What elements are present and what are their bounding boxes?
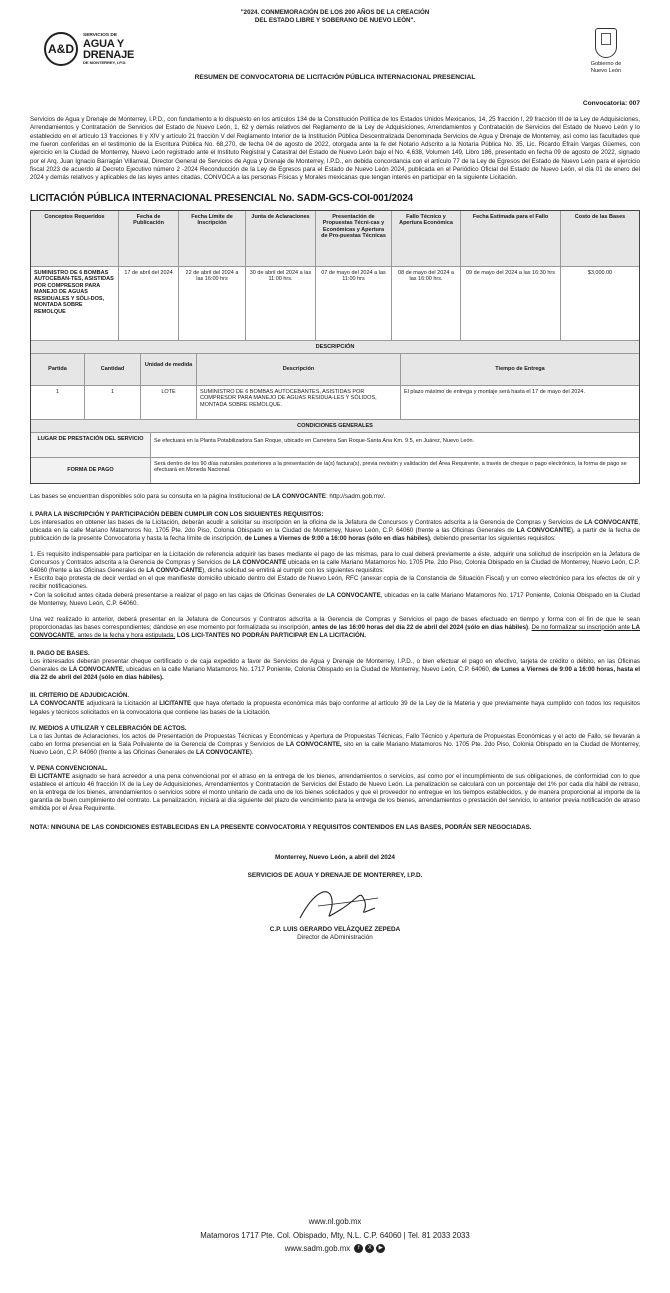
table-header: Fecha de Publicación — [119, 211, 179, 267]
header — [30, 28, 640, 86]
licitacion-title: LICITACIÓN PÚBLICA INTERNACIONAL PRESENCIAL No. SADM-GCS-COI-001/2024 — [30, 192, 414, 204]
licitacion-table — [30, 210, 640, 484]
table-header: Presentación de Propuestas Técni-cas y Económicas y Apertura de Pro-puestas Técnicas — [316, 211, 392, 267]
sadm-logo: A&D SERVICIOS DE AGUA Y DRENAJE DE MONTERREY, I.P.D. — [44, 32, 134, 66]
table-header: Partida — [31, 354, 85, 386]
table-header: Fallo Técnico y Apertura Económica — [392, 211, 461, 267]
signature-block: Monterrey, Nuevo León, a abril del 2024 SERVICIOS DE AGUA Y DRENAJE DE MONTERREY, I.P.D. C.P. LUIS GERARDO VELÁZQUEZ ZEPEDA Director de ADministración — [247, 853, 423, 941]
descripcion-bar: DESCRIPCIÓN — [31, 341, 639, 354]
gobierno-nl-logo: Gobierno de Nuevo León — [576, 28, 636, 74]
handwritten-signature — [260, 880, 410, 926]
table-header: Costo de las Bases — [561, 211, 639, 267]
convocatoria-number: Convocatoria: 007 — [582, 100, 640, 108]
table-row: SUMINISTRO DE 6 BOMBAS AUTOCEBAN-TES, ASISTIDAS POR COMPRESOR PARA MANEJO DE AGUAS RESIDUALES Y SÓLI-DOS, MONTADA SOBRE REMOLQUE 17 de abril del 2024 22 de abril del 2024 a las 16:00 hrs 30 de abril del 2024 a las 11:00 hrs. 07 de mayo del 2024 a las 11:00 hrs 08 de mayo del 2024 a las 16:00 hrs. 09 de mayo del 2024 a las 16:30 hrs $3,000.00 — [31, 267, 639, 341]
table-header: Fecha Estimada para el Fallo — [461, 211, 561, 267]
table-header-row — [31, 211, 639, 267]
table-header: Unidad de medida — [141, 354, 197, 386]
coat-of-arms-icon — [595, 28, 617, 58]
table-header: Tiempo de Entrega — [401, 354, 639, 386]
intro-paragraph: Servicios de Agua y Drenaje de Monterrey, I.P.D., con fundamento a lo dispuesto en los artículos 134 de la Constitución Política de los Estados Unidos Mexicanos, 14, 25 fracción I, 29 fracción III de la Ley de Adquisiciones, Arrendamientos y Contratación de Servicios del Estado de Nuevo León, 1, 62 y demás relativos del Reglamento de la Ley de Adquisiciones, Arrendamientos y Contratación de Servicios del Estado de Nuevo León y lo establecido en el artículo 13 fracciones II y XIV y artículo 21 fracción V del Reglamento Interior de la Institución Pública Descentralizada Denominada Servicios de Agua y Drenaje de Monterrey, así como las facultades que me fueron conferidas en el testimonio de la Escritura Pública No. 68,270, de fecha 04 de agosto de 2022, otorgada ante la fe del Notario Adscrito a la Notaría Pública No. 35, Lic. Ricardo Efraín Vargas Güemes, con ejercicio en la Ciudad de Monterrey, Nuevo León registrado ante el Instituto Registral y Catastral del Estado de Nuevo León bajo el No. 4,638, Volumen 149, Libro 186, presentado en fecha 09 de agosto de 2022, signado por el Arq. Juan Ignacio Barragán Villarreal, Director General de Servicios de Agua y Drenaje de Monterrey, I.P.D., en debida concordancia con el artículo 77 de la Ley de Egresos del Estado de Nuevo León para el ejercicio fiscal 2023 de acuerdo al Decreto Ejecutivo número 2 -2024 Reconducción de la Ley de Egresos para el Estado de Nuevo León 2024, publicada en el Periódico Oficial del Estado de Nuevo León, el día 01 de enero del 2024 y demás relativos y aplicables de las leyes antes citadas, CONVOCA a las personas Físicas y Morales mexicanas que tengan interés en participar en la siguiente Licitación. — [30, 116, 640, 182]
facebook-icon[interactable]: f — [354, 1244, 363, 1253]
footer — [0, 1215, 670, 1256]
condition-row: FORMA DE PAGO Será dentro de los 90 días naturales posteriores a la presentación de la(s) factura(s), previa revisión y validación del Área Requirente, a través de cheque o pago electrónico, la forma de pago se efectuará en Moneda Nacional. — [31, 458, 639, 483]
section-3: III. CRITERIO DE ADJUDICACIÓN. LA CONVOCANTE adjudicará la Licitación al LICITANTE que haya ofertado la propuesta económica más bajo conforme al artículo 39 de la Ley de la Materia y que previamente haya cumplido con todos los requisitos legales y técnicos solicitados en la convocatoria que contiene las bases de la Licitación. — [30, 692, 640, 716]
condiciones-bar: CONDICIONES GENERALES — [31, 420, 639, 433]
table-header: Fecha Límite de Inscripción — [179, 211, 246, 267]
x-icon[interactable]: X — [365, 1244, 374, 1253]
table-row: 1 1 LOTE SUMINISTRO DE 6 BOMBAS AUTOCEBANTES, ASISTIDAS POR COMPRESOR PARA MANEJO DE AGUAS RESIDUA-LES Y SÓLIDOS, MONTADA SOBRE REMOLQUE. El plazo máximo de entrega y montaje será hasta el 17 de mayo del 2024. — [31, 386, 639, 420]
website-link[interactable]: www.nl.gob.mx — [308, 1217, 362, 1226]
section-5: V. PENA CONVENCIONAL. El LICITANTE asignado se hará acreedor a una pena convencional por el atraso en la entrega de los bienes, arrendamientos o servicios, así como por el incumplimiento de sus obligaciones, de conformidad con lo que establece el artículo 46 fracción IX de la Ley de Adquisiciones, Arrendamientos y Contratación de Servicios del Estado de Nuevo León. La penalización se calculará con un porcentaje del 1% por cada día hábil de retraso, en la entrega de los bienes, arrendamientos o servicios sobre el monto unitario de cada uno de los bienes solicitados y que el proveedor no entregue en los tiempos establecidos, y de manera proporcional al importe de la garantía de buen cumplimiento del contrato. La penalización, iniciará al día siguiente del plazo de vencimiento para la entrega de los bienes, arrendamientos o prestación del servicio, lo anterior previa notificación de atraso emitida por el Área Requirente. — [30, 765, 640, 813]
condition-row: LUGAR DE PRESTACIÓN DEL SERVICIO Se efectuará en la Planta Potabilizadora San Roque, ubicado en Carretera San Roque-Santa Ana Km. 9.5, en Juárez, Nuevo León. — [31, 433, 639, 458]
bases-note: Las bases se encuentran disponibles sólo para su consulta en la página Institucional de LA CONVOCANTE: http://sadm.gob.mx/. — [30, 492, 386, 500]
nota: NOTA: NINGUNA DE LAS CONDICIONES ESTABLECIDAS EN LA PRESENTE CONVOCATORIA Y REQUISITOS CONTENIDOS EN LAS BASES, PODRÁN SER NEGOCIADAS. — [30, 823, 532, 831]
commemoration-banner: "2024. CONMEMORACIÓN DE LOS 200 AÑOS DE LA CREACIÓN DEL ESTADO LIBRE Y SOBERANO DE NUEVO LEÓN". — [240, 9, 430, 24]
website-link[interactable]: www.sadm.gob.mx — [284, 1244, 351, 1253]
footer-address: Matamoros 1717 Pte. Col. Obispado, Mty, N.L. C.P. 64060 | Tel. 81 2033 2033 — [200, 1230, 470, 1240]
section-2: II. PAGO DE BASES. Los interesados deberán presentar cheque certificado o de caja expedido a favor de Servicios de Agua y Drenaje de Monterrey, I.P.D., o bien efectuar el pago en efectivo, tarjeta de crédito o débito, en las Oficinas Generales de LA CONVOCANTE, ubicadas en la calle Mariano Matamoros No. 1717 Poniente, Colonia Obispado en la Ciudad de Monterrey, Nuevo León, C.P. 64060, de Lunes a Viernes de 9:00 a 16:00 horas, hasta el día 22 de abril del 2024 (sólo en días hábiles). — [30, 649, 640, 682]
table-header: Descripción — [197, 354, 401, 386]
document-title: RESUMEN DE CONVOCATORIA DE LICITACIÓN PÚBLICA INTERNACIONAL PRESENCIAL — [194, 74, 476, 82]
table-header: Conceptos Requeridos — [31, 211, 119, 267]
sadm-logo-mark: A&D — [44, 32, 78, 66]
section-1: I. PARA LA INSCRIPCIÓN Y PARTICIPACIÓN DEBEN CUMPLIR CON LOS SIGUIENTES REQUISITOS: Los interesados en obtener las bases de la Licitación, deberán acudir a solicitar su inscripción en la oficina de la Jefatura de Concursos y Contratos adscrita a la Gerencia de Compras y Servicios de LA CONVOCANTE, ubicada en la calle Mariano Matamoros No. 1705 Pte. 2do Piso, Colonia Obispado en la Ciudad de Monterrey, Nuevo León, C.P. 64060 (frente a las Oficinas Generales de LA CONVOCANTE), a partir de la fecha de publicación de la presente Convocatoria y hasta la fecha límite de inscripción, de Lunes a Viernes de 9:00 a 16:00 horas (sólo en días hábiles), debiendo presentar los siguientes requisitos: 1. Es requisito indispensable para participar en la Licitación de referencia adquirir las bases mediante el pago de las mismas, para lo cual deberá previamente a éste, adquirir una solicitud de inscripción en la Jefatura de Concursos y Contratos adscrita a la Gerencia de Compras y Servicios de LA CONVOCANTE ubicada en la calle Mariano Matamoros No. 1705 Pte. 2do Piso, Colonia Obispado en la Ciudad de Monterrey, Nuevo León, C.P. 64060 (frente a las Oficinas Generales de LA CONVO-CANTE), dicha solicitud se emitirá al cumplir con los siguientes requisitos: • Escrito bajo protesta de decir verdad en el que manifieste domicilio ubicado dentro del Estado de Nuevo León, RFC (anexar copia de la Constancia de Situación Fiscal) y un correo electrónico para los efectos de oír y recibir notificaciones. • Con la solicitud antes citada deberá presentarse a realizar el pago en las cajas de Oficinas Generales de LA CONVOCANTE, ubicadas en la calle Mariano Matamoros No. 1717 Poniente, Colonia Obispado en la Ciudad de Monterrey, Nuevo León, C.P. 64060. Una vez realizado lo anterior, deberá presentar en la Jefatura de Concursos y Contratos adscrita a la Gerencia de Compras y Servicios el pago de bases efectuado en tiempo y forma con el fin de que le sean proporcionadas las bases correspondientes; dándose en ese momento por formalizada su inscripción, antes de las 16:00 horas del día 22 de abril del 2024 (sólo en días hábiles). De no formalizar su inscripción ante LA CONVOCANTE, antes de la fecha y hora estipulada, LOS LICI-TANTES NO PODRÁN PARTICIPAR EN LA LICITACIÓN. — [30, 510, 640, 639]
section-4: IV. MEDIOS A UTILIZAR Y CELEBRACIÓN DE ACTOS. La o las Juntas de Aclaraciones, los actos de Presentación de Propuestas Técnicas y Económicas y Apertura de Propuestas Técnicas, Fallo Técnico y Apertura de Propuestas Económicas y el acto de Fallo, se llevarán a cabo en forma presencial en la Sala Polivalente de la Gerencia de Compras y Servicios de LA CONVOCANTE, sito en la calle Mariano Matamoros No. 1705 Pte. 2do Piso, Colonia Obispado en la Ciudad de Monterrey, Nuevo León, C.P. 64060 (frente a las Oficinas Generales de LA CONVOCANTE). — [30, 724, 640, 756]
table-header: Junta de Aclaraciones — [246, 211, 316, 267]
bases-url: : http://sadm.gob.mx/. — [325, 492, 386, 500]
desc-header-row — [31, 354, 639, 386]
youtube-icon[interactable]: ▶ — [376, 1244, 385, 1253]
table-header: Cantidad — [85, 354, 141, 386]
